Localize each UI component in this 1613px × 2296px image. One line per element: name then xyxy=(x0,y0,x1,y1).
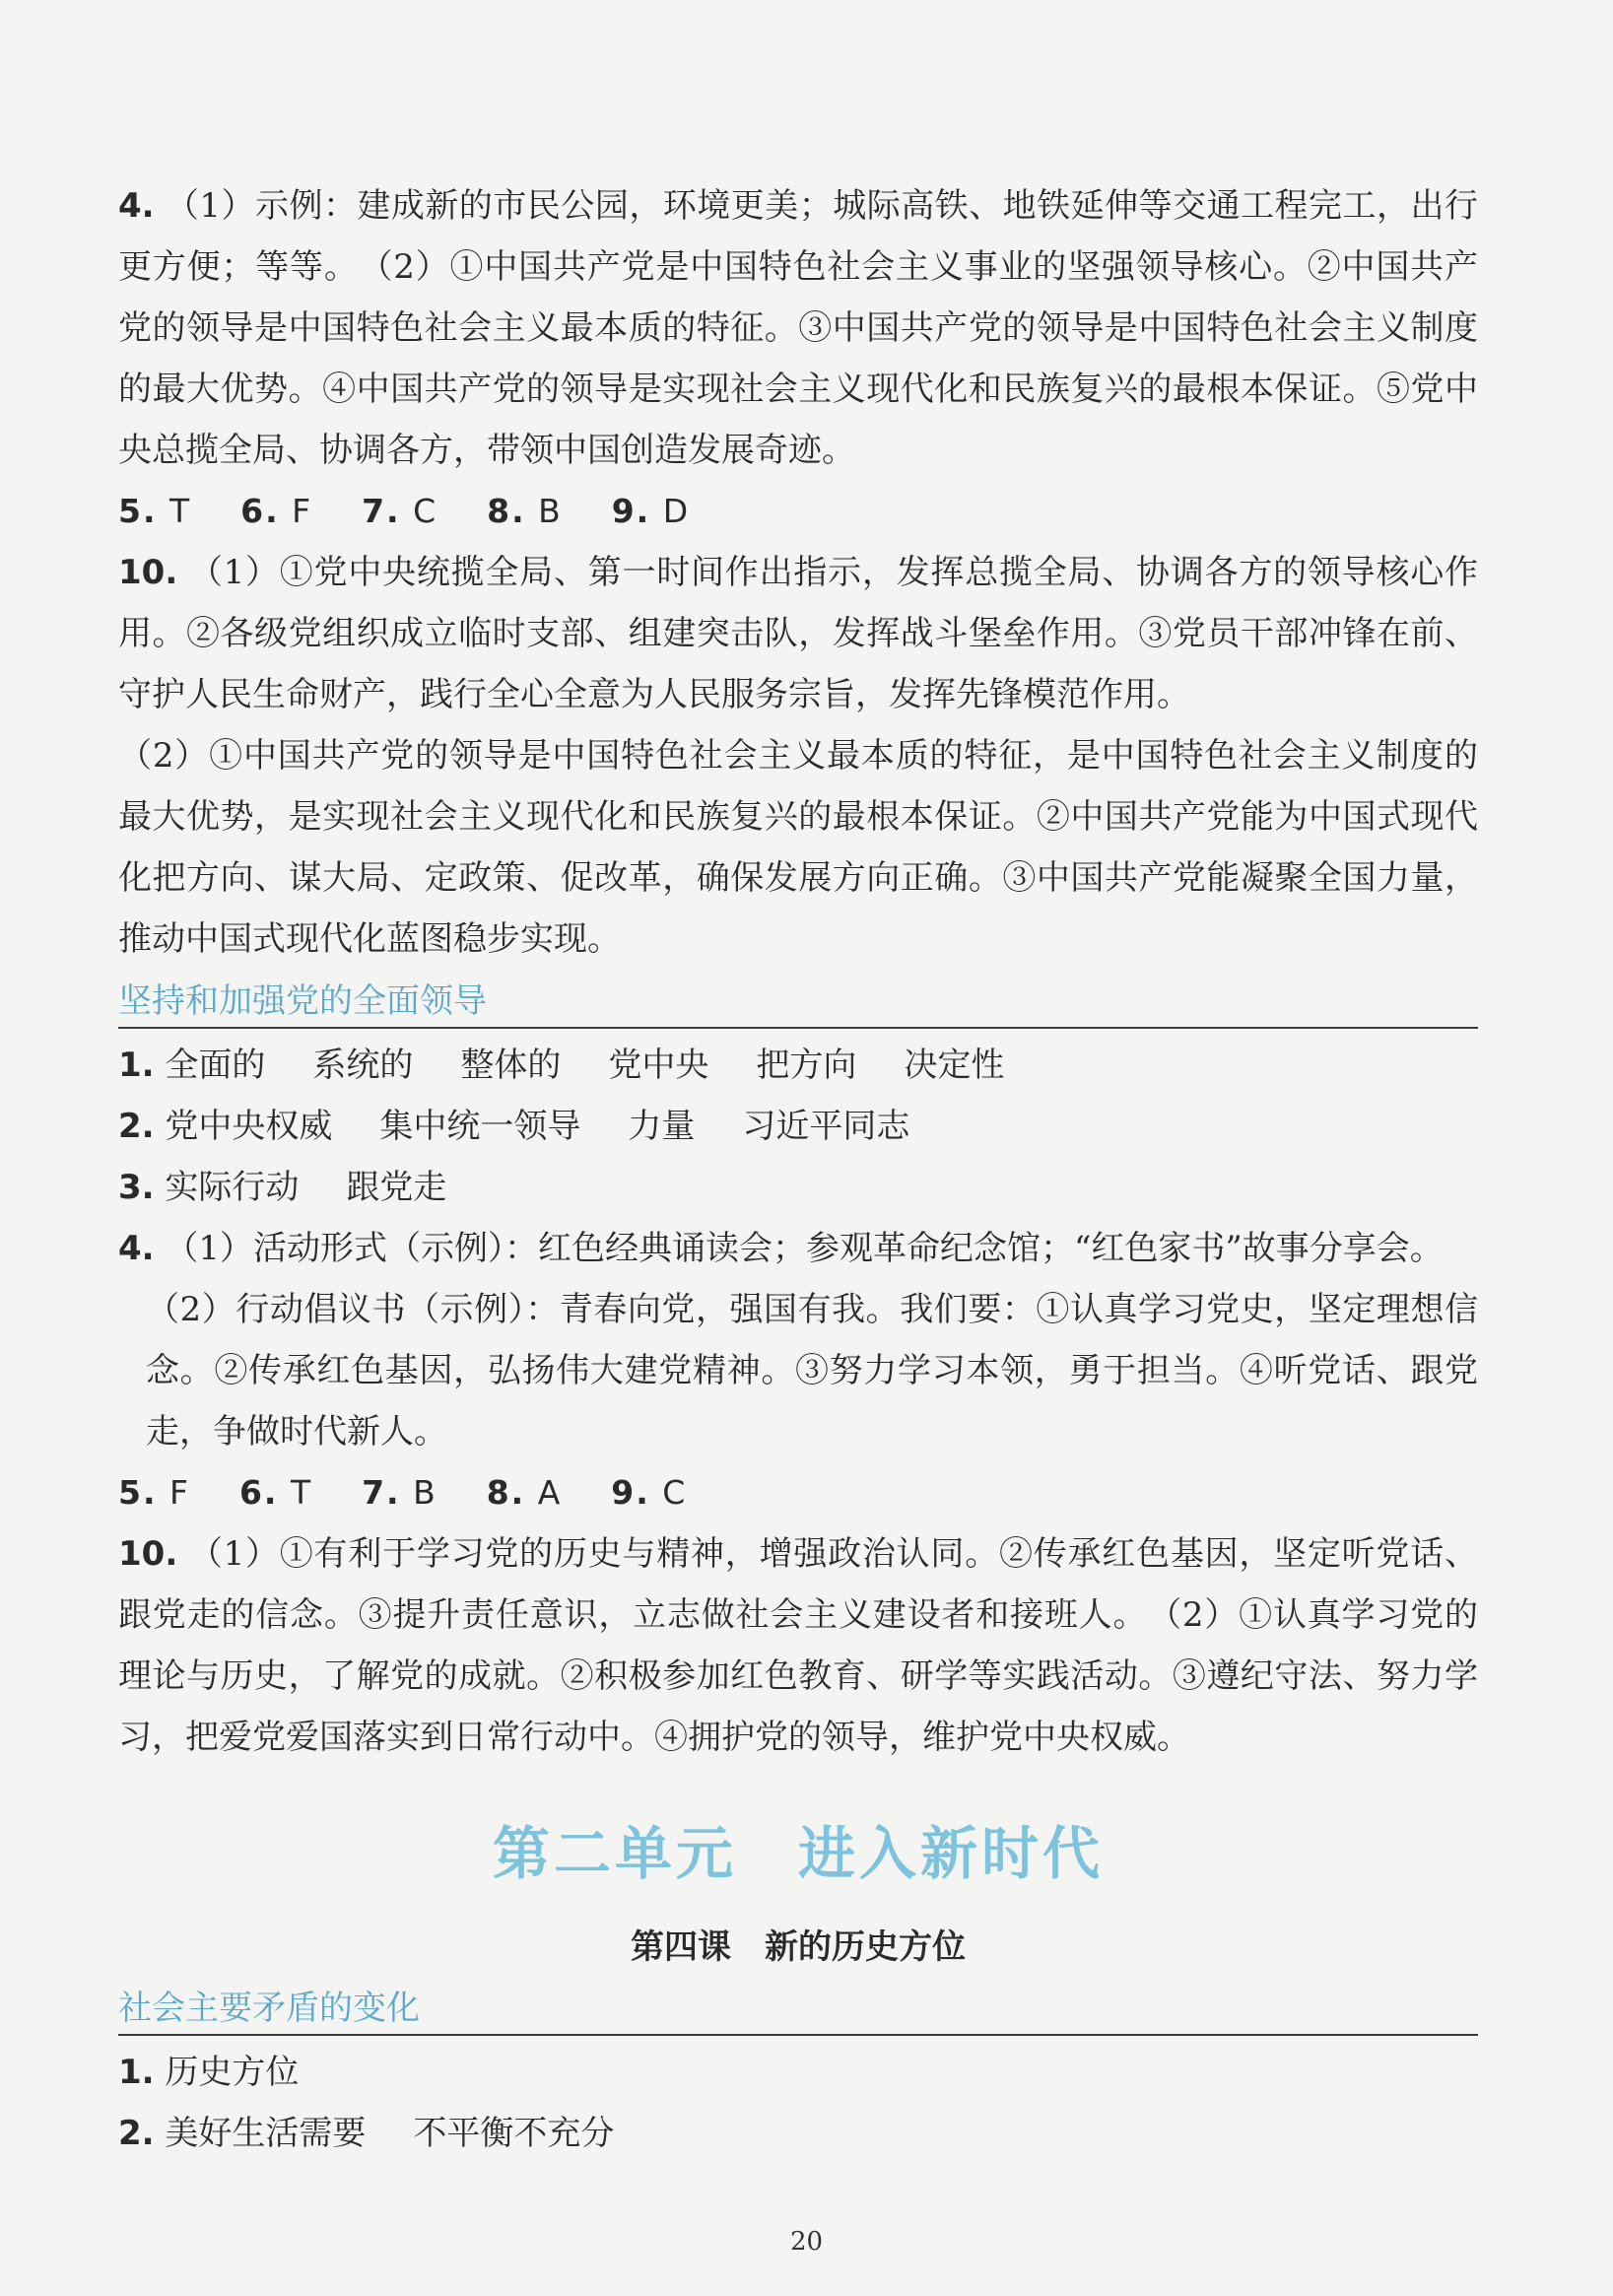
choice-answer: A xyxy=(537,1473,563,1512)
choice-answer: F xyxy=(292,492,313,530)
question-number: 3. xyxy=(118,1168,155,1207)
answer-4-part-2: （2）行动倡议书（示例）：青春向党，强国有我。我们要：①认真学习党史，坚定理想信念。②传承红色基因，弘扬伟大建党精神。③努力学习本领，勇于担当。④听党话、跟党走，争做时代新人。 xyxy=(146,1290,1478,1452)
question-number: 2. xyxy=(118,1107,155,1146)
question-number: 7. xyxy=(362,492,401,530)
question-number: 10. xyxy=(118,553,178,592)
blank-answer: 决定性 xyxy=(904,1046,1005,1085)
blank-answer: 全面的 xyxy=(165,1046,266,1085)
question-number: 4. xyxy=(118,1229,155,1268)
choice-answer: B xyxy=(413,1473,437,1512)
blank-answer: 实际行动 xyxy=(165,1168,300,1207)
question-number: 8. xyxy=(487,492,526,530)
blank-answer: 不平衡不充分 xyxy=(413,2114,615,2153)
answer-10-part-2: （2）①中国共产党的领导是中国特色社会主义最本质的特征，是中国特色社会主义制度的最大优势，是实现社会主义现代化和民族复兴的最根本保证。②中国共产党能为中国式现代化把方向、谋大局、定政策、促改革，确保发展方向正确。③中国共产党能凝聚全国力量，推动中国式现代化蓝图稳步实现。 xyxy=(118,736,1478,959)
choice-answer: T xyxy=(290,1473,313,1512)
question-number: 6. xyxy=(240,492,280,530)
answer-text: （1）活动形式（示例）：红色经典诵读会；参观革命纪念馆；“红色家书”故事分享会。 xyxy=(165,1229,1444,1268)
answer-text: （1）示例：建成新的市民公园，环境更美；城际高铁、地铁延伸等交通工程完工，出行更方便；等等。 （2）①中国共产党是中国特色社会主义事业的坚强领导核心。②中国共产党的领导是中国特色社会主义最本质的特征。③中国共产党的领导是中国特色社会主义制度的最大优势。④中国共产党的领导是实现社会主义现代化和民族复兴的最根本保证。⑤党中央总揽全局、协调各方，带领中国创造发展奇迹。 xyxy=(118,186,1478,470)
question-number: 7. xyxy=(362,1473,401,1512)
section-heading: 社会主要矛盾的变化 xyxy=(118,1983,1478,2036)
choice-answer: F xyxy=(169,1473,190,1512)
blank-answer: 党中央权威 xyxy=(165,1107,333,1146)
section-heading: 坚持和加强党的全面领导 xyxy=(118,976,1478,1029)
question-number: 1. xyxy=(118,1046,155,1085)
blank-answer: 把方向 xyxy=(756,1046,857,1085)
question-number: 1. xyxy=(118,2053,155,2092)
page-number: 20 xyxy=(789,2227,824,2257)
blank-answer: 力量 xyxy=(628,1107,696,1146)
choice-answer: C xyxy=(413,492,438,530)
blank-answer: 党中央 xyxy=(608,1046,709,1085)
question-number: 5. xyxy=(118,492,158,530)
question-number: 5. xyxy=(118,1473,158,1512)
blank-answer: 系统的 xyxy=(312,1046,414,1085)
blank-answer: 跟党走 xyxy=(346,1168,447,1207)
answer-10 xyxy=(118,1523,1478,1768)
answer-2 xyxy=(118,2103,1478,2164)
choice-answer: B xyxy=(538,492,563,530)
question-number: 9. xyxy=(611,492,651,530)
answer-text: （1）①有利于学习党的历史与精神，增强政治认同。②传承红色基因，坚定听党话、跟党走的信念。③提升责任意识，立志做社会主义建设者和接班人。 （2）①认真学习党的理论与历史，了解党的成就。②积极参加红色教育、研学等实践活动。③遵纪守法、努力学习，把爱党爱国落实到日常行动中。④拥护党的领导，维护党中央权威。 xyxy=(118,1534,1478,1757)
question-number: 9. xyxy=(611,1473,650,1512)
question-number: 2. xyxy=(118,2114,155,2153)
choice-answer: D xyxy=(662,492,691,530)
question-number: 6. xyxy=(238,1473,279,1512)
choice-answer: C xyxy=(662,1473,688,1512)
blank-answer: 历史方位 xyxy=(165,2053,300,2092)
answer-1 xyxy=(118,2042,1478,2103)
multiple-choice-answers-5-9 xyxy=(118,481,1478,542)
blank-answer: 美好生活需要 xyxy=(165,2114,367,2153)
blank-answer: 习近平同志 xyxy=(742,1107,910,1146)
unit-title: 第二单元 进入新时代 xyxy=(492,1820,1104,1887)
blank-answer: 整体的 xyxy=(460,1046,562,1085)
lesson-title: 第四课 新的历史方位 xyxy=(631,1927,966,1967)
answer-10-part-1 xyxy=(118,542,1478,725)
question-number: 10. xyxy=(118,1534,178,1574)
answer-4 xyxy=(118,175,1478,481)
choice-answer: T xyxy=(169,492,192,530)
answer-3 xyxy=(118,1157,1478,1218)
answer-page-content xyxy=(118,175,1478,2164)
answer-text: （1）①党中央统揽全局、第一时间作出指示，发挥总揽全局、协调各方的领导核心作用。②各级党组织成立临时支部、组建突击队，发挥战斗堡垒作用。③党员干部冲锋在前、守护人民生命财产，践行全心全意为人民服务宗旨，发挥先锋模范作用。 xyxy=(118,553,1478,714)
blank-answer: 集中统一领导 xyxy=(379,1107,581,1146)
multiple-choice-answers-5-9 xyxy=(118,1462,1478,1523)
question-number: 8. xyxy=(486,1473,526,1512)
answer-2 xyxy=(118,1096,1478,1157)
answer-1 xyxy=(118,1035,1478,1096)
question-number: 4. xyxy=(118,186,155,226)
answer-4-part-1 xyxy=(118,1218,1478,1279)
